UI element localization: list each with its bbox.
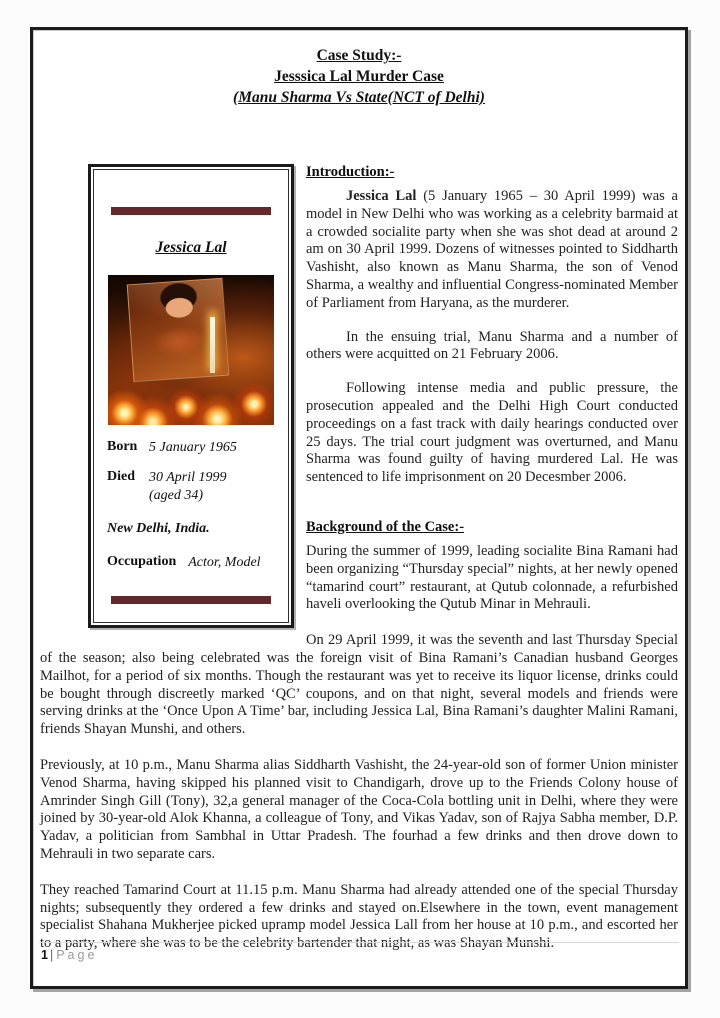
page-number: 1 — [41, 948, 48, 962]
footer-page-label: Page — [56, 948, 98, 962]
background-paragraph-1: During the summer of 1999, leading socialite Bina Ramani had been organizing “Thursday special” nights, at her newly opened “tamarind court” restaurant, at Qutub colonnade, a refurbished haveli overlooking the Qutub Minar in Mehrauli. — [306, 542, 678, 613]
died-age: (aged 34) — [149, 488, 204, 503]
accent-bar-top — [111, 207, 271, 215]
died-row — [107, 469, 275, 505]
title-line-3: (Manu Sharma Vs State(NCT of Delhi) — [233, 89, 485, 106]
background-paragraph-4: They reached Tamarind Court at 11.15 p.m. Manu Sharma had already attended one of the special Thursday nights; subsequently they ordered a few drinks and stayed on.Elsewhere in the town, event management specialist Shahana Mukherjee picked upramp model Jessica Lall from her house at 10 p.m., and escorted her to a party, where she was to be the celebrity bartender that night, as was Shayan Munshi. — [40, 881, 678, 952]
jessica-memorial-photo — [108, 275, 274, 425]
footer-separator: | — [49, 948, 54, 962]
page-border-frame — [30, 27, 688, 989]
jessica-lal-infobox — [88, 164, 294, 628]
section-heading-introduction: Introduction:- — [306, 164, 395, 180]
intro-paragraph-2: In the ensuing trial, Manu Sharma and a number of others were acquitted on 21 February 2006. — [306, 328, 678, 363]
document-page — [33, 30, 685, 986]
title-line-2: Jesssica Lal Murder Case — [274, 68, 444, 85]
died-date: 30 April 1999 — [149, 470, 227, 485]
infobox-inner-border — [93, 169, 289, 623]
accent-bar-bottom — [111, 596, 271, 604]
intro-p1-rest: (5 January 1965 – 30 April 1999) was a model in New Delhi who was working as a celebrity barmaid at a crowded socialite party when she was shot dead at around 2 am on 30 April 1999. Dozens of witnesses pointed to Siddharth Vashisht, also known as Manu Sharma, the son of Venod Sharma, a wealthy and influential Congress-nominated Member of Parliament from Haryana, as the murderer. — [306, 188, 678, 311]
infobox-name: Jessica Lal — [155, 239, 227, 256]
died-label: Died — [107, 469, 135, 484]
background-paragraph-2: On 29 April 1999, it was the seventh and last Thursday Special of the season; also being celebrated was the foreign visit of Bina Ramani’s Canadian husband Georges Mailhot, for a period of six months. Though the restaurant was yet to receive its liquor license, drinks could be bought through discreetly marked ‘QC’ coupons, and on that night, several models and friends were serving drinks at the ‘Once Upon A Time’ bar, including Jessica Lal, Bina Ramani’s daughter Malini Ramani, friends Shayan Munshi, and others. — [40, 632, 678, 738]
born-value: 5 January 1965 — [149, 440, 237, 455]
title-line-1: Case Study:- — [316, 47, 402, 64]
born-row — [107, 439, 275, 457]
occupation-label: Occupation — [107, 554, 177, 569]
intro-paragraph-3: Following intense media and public pressure, the prosecution appealed and the Delhi High Court conducted proceedings on a fast track with daily hearings conducted over 25 days. The trial court judgment was overturned, and Manu Sharma was found guilty of having murdered Lal. He was sentenced to life imprisonment on 20 Decesmber 2006. — [306, 380, 678, 486]
occupation-row — [107, 554, 275, 572]
page-footer — [39, 942, 679, 962]
background-paragraph-3: Previously, at 10 p.m., Manu Sharma alias Siddharth Vashisht, the 24-year-old son of former Union minister Venod Sharma, having skipped his planned visit to Chandigarh, drove up to the Friends Colony house of Amrinder Singh Gill (Tony), 32,a general manager of the Coca-Cola bottling unit in Delhi, where they were joined by 30-year-old Alok Khanna, a colleague of Tony, and Vikas Yadav, son of Rajya Sabha member, D.P. Yadav, a politician from Sambhal in Uttar Pradesh. The fourhad a few drinks and then drove down to Mehrauli in two separate cars. — [40, 756, 678, 862]
document-title — [39, 45, 679, 108]
died-value — [149, 469, 227, 505]
born-label: Born — [107, 439, 138, 454]
intro-p1-lead: Jessica Lal — [346, 188, 417, 204]
residence: New Delhi, India. — [107, 521, 210, 536]
section-heading-background: Background of the Case:- — [306, 518, 465, 535]
candle — [210, 317, 215, 373]
occupation-value: Actor, Model — [188, 555, 261, 570]
document-body — [39, 164, 679, 953]
